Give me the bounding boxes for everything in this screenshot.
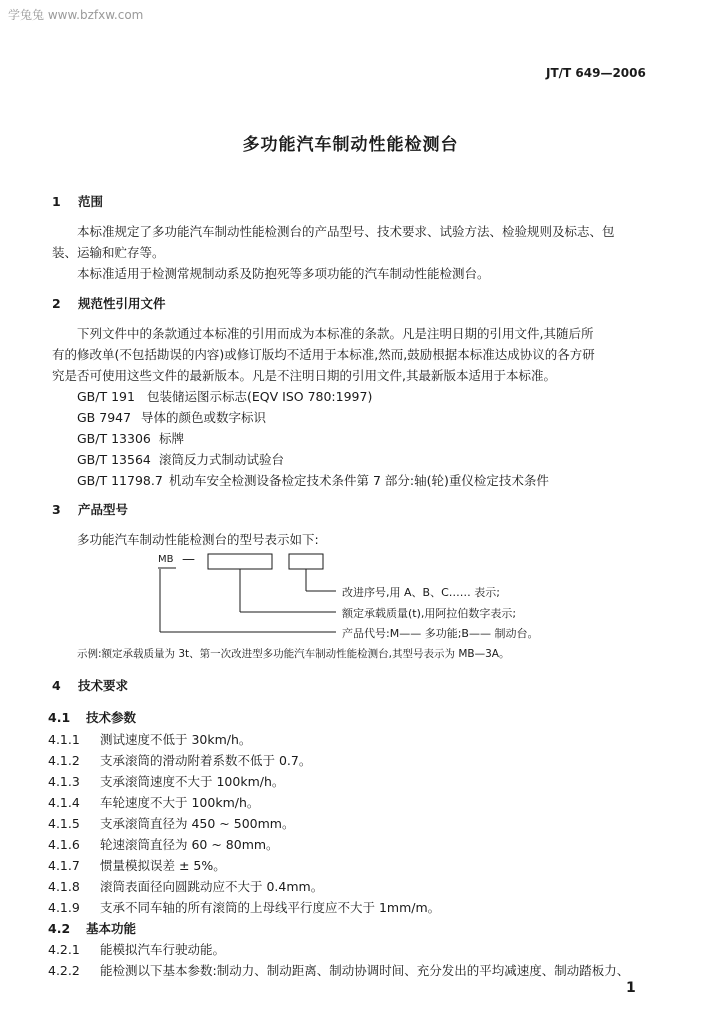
load-label: 额定承载质量(t),用阿拉伯数字表示; xyxy=(342,607,517,620)
clause-item xyxy=(48,751,311,769)
paragraph-line: 装、运输和贮存等。 xyxy=(52,245,165,260)
section-number: 1 xyxy=(52,194,61,209)
clause-text: 支承滚筒直径为 450 ~ 500mm。 xyxy=(100,816,295,831)
clause-number: 4.1.1 xyxy=(48,732,80,747)
load-box xyxy=(208,554,272,569)
paragraph-line: 本标准适用于检测常规制动系及防抱死等多项功能的汽车制动性能检测台。 xyxy=(77,266,490,281)
section-title: 产品型号 xyxy=(78,502,129,517)
section-number: 2 xyxy=(52,296,61,311)
clause-item xyxy=(48,814,294,832)
clause-text: 测试速度不低于 30km/h。 xyxy=(100,732,252,747)
clause-text: 惯量模拟误差 ± 5%。 xyxy=(100,858,226,873)
clause-item xyxy=(48,835,279,853)
clause-text: 轮速滚筒直径为 60 ~ 80mm。 xyxy=(100,837,279,852)
watermark: 学兔兔 www.bzfxw.com xyxy=(8,8,144,22)
page-number: 1 xyxy=(626,980,636,996)
clause-number: 4.1.4 xyxy=(48,795,80,810)
reference-title: 机动车安全检测设备检定技术条件第 7 部分:轴(轮)重仪检定技术条件 xyxy=(169,473,549,488)
clause-item xyxy=(48,898,440,916)
clause-number: 4.1.3 xyxy=(48,774,80,789)
clause-text: 能模拟汽车行驶动能。 xyxy=(100,942,226,957)
revision-label: 改进序号,用 A、B、C…… 表示; xyxy=(342,586,500,599)
example-note: 示例:额定承载质量为 3t、第一次改进型多功能汽车制动性能检测台,其型号表示为 MB—3A。 xyxy=(77,648,510,660)
reference-title: 导体的颜色或数字标识 xyxy=(141,410,267,425)
reference-code: GB/T 191 xyxy=(77,389,135,404)
subsection-title: 技术参数 xyxy=(86,710,137,725)
reference-code: GB/T 13306 xyxy=(77,431,151,446)
reference-code: GB 7947 xyxy=(77,410,132,425)
reference-code: GB/T 11798.7 xyxy=(77,473,163,488)
clause-text: 能检测以下基本参数:制动力、制动距离、制动协调时间、充分发出的平均减速度、制动踏板力、 xyxy=(100,963,630,978)
clause-number: 4.1.6 xyxy=(48,837,80,852)
model-dash: — xyxy=(182,552,195,567)
clause-item xyxy=(48,730,251,748)
paragraph-line: 究是否可使用这些文件的最新版本。凡是不注明日期的引用文件,其最新版本适用于本标准。 xyxy=(52,368,556,383)
clause-number: 4.1.9 xyxy=(48,900,80,915)
clause-item xyxy=(48,856,226,874)
section-4-heading xyxy=(52,676,128,694)
section-title: 技术要求 xyxy=(78,678,129,693)
clause-text: 支承不同车轴的所有滚筒的上母线平行度应不大于 1mm/m。 xyxy=(100,900,441,915)
subsection-number: 4.1 xyxy=(48,710,71,725)
reference-title: 包装储运图示标志(EQV ISO 780:1997) xyxy=(147,389,373,404)
reference-title: 滚筒反力式制动试验台 xyxy=(159,452,285,467)
clause-number: 4.1.2 xyxy=(48,753,80,768)
section-number: 4 xyxy=(52,678,61,693)
clause-item xyxy=(48,940,225,958)
section-title: 规范性引用文件 xyxy=(78,296,166,311)
reference-code: GB/T 13564 xyxy=(77,452,151,467)
clause-number: 4.1.8 xyxy=(48,879,80,894)
clause-text: 支承滚筒的滑动附着系数不低于 0.7。 xyxy=(100,753,312,768)
paragraph-line: 有的修改单(不包括勘误的内容)或修订版均不适用于本标准,然而,鼓励根据本标准达成协议的各方研 xyxy=(52,347,595,362)
clause-text: 车轮速度不大于 100km/h。 xyxy=(100,795,260,810)
model-intro: 多功能汽车制动性能检测台的型号表示如下: xyxy=(77,532,319,547)
subsection-4-1-heading xyxy=(48,708,136,726)
clause-number: 4.2.2 xyxy=(48,963,80,978)
clause-number: 4.1.7 xyxy=(48,858,80,873)
section-number: 3 xyxy=(52,502,61,517)
clause-item xyxy=(48,793,259,811)
reference-title: 标牌 xyxy=(159,431,185,446)
clause-item xyxy=(48,772,284,790)
clause-item xyxy=(48,877,323,895)
revision-box xyxy=(289,554,323,569)
document-title: 多功能汽车制动性能检测台 xyxy=(242,135,459,155)
paragraph-line: 下列文件中的条款通过本标准的引用而成为本标准的条款。凡是注明日期的引用文件,其随后所 xyxy=(77,326,594,341)
product-code-label: 产品代号:M—— 多功能;B—— 制动台。 xyxy=(342,627,539,640)
subsection-4-2-heading xyxy=(48,919,136,937)
clause-text: 滚筒表面径向圆跳动应不大于 0.4mm。 xyxy=(100,879,324,894)
model-prefix: MB xyxy=(158,554,174,565)
paragraph-line: 本标准规定了多功能汽车制动性能检测台的产品型号、技术要求、试验方法、检验规则及标志、包 xyxy=(77,224,615,239)
subsection-title: 基本功能 xyxy=(86,921,137,936)
clause-number: 4.2.1 xyxy=(48,942,80,957)
standard-code: JT/T 649—2006 xyxy=(546,66,646,80)
subsection-number: 4.2 xyxy=(48,921,71,936)
section-title: 范围 xyxy=(78,194,104,209)
clause-number: 4.1.5 xyxy=(48,816,80,831)
clause-item xyxy=(48,961,629,979)
clause-text: 支承滚筒速度不大于 100km/h。 xyxy=(100,774,285,789)
